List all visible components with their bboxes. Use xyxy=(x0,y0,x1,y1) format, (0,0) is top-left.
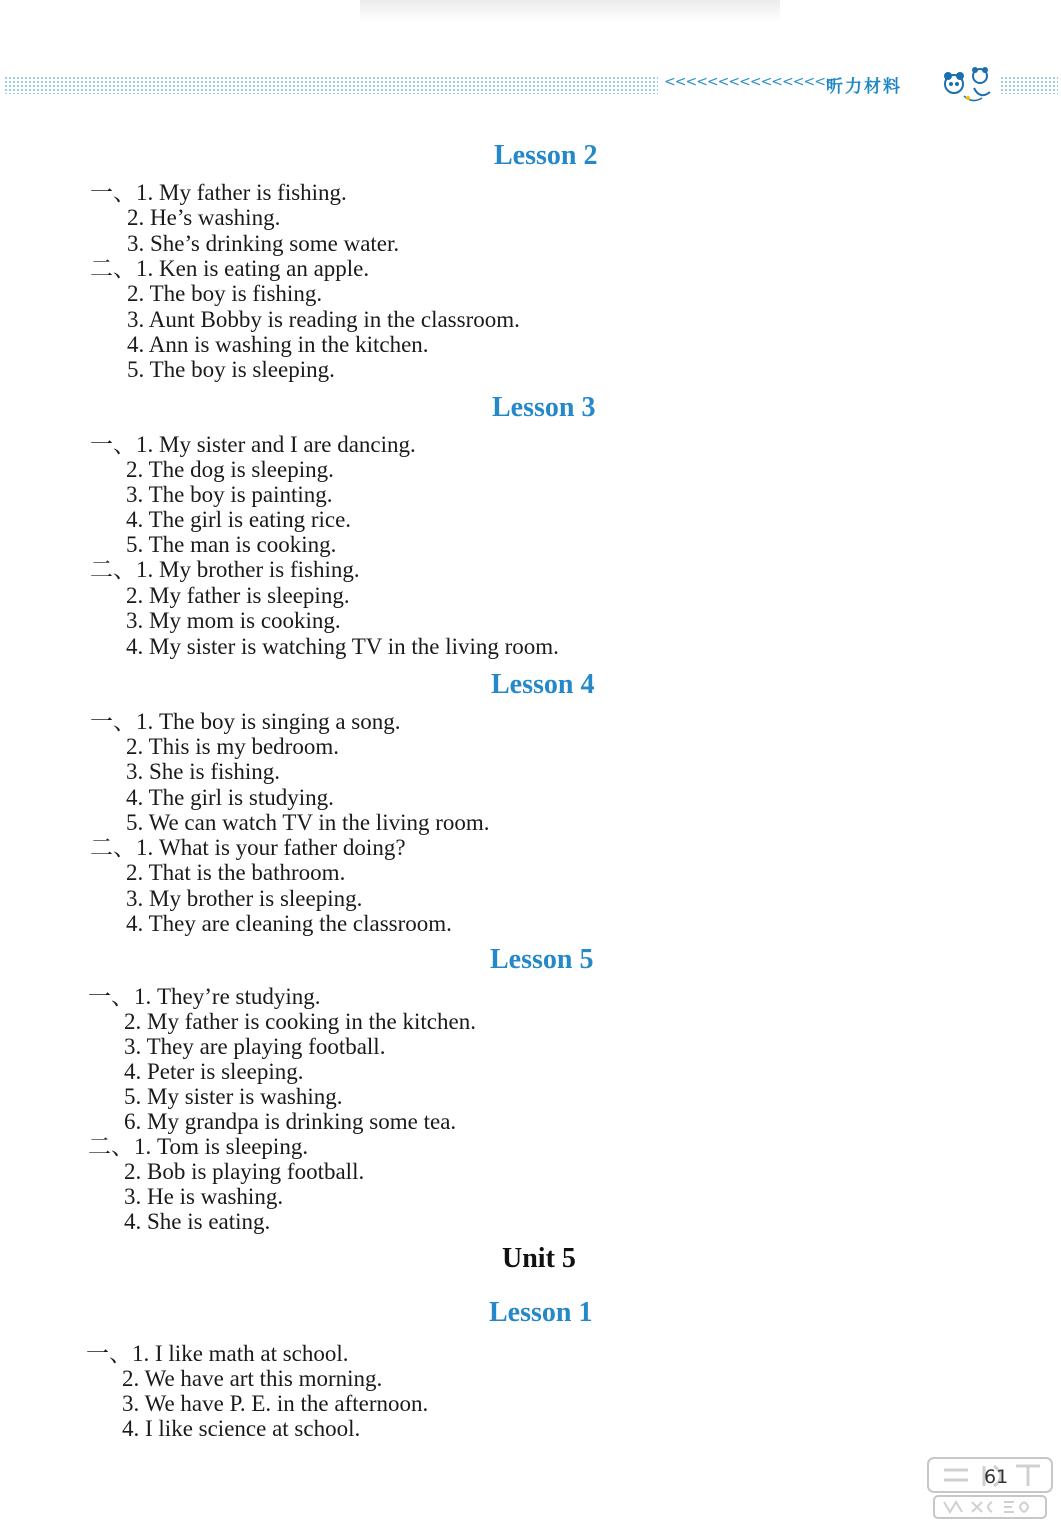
exercise-line: 3. We have P. E. in the afternoon. xyxy=(122,1391,429,1416)
exercise-line: 一、1. My father is fishing. xyxy=(90,180,347,205)
unit-title: Unit 5 xyxy=(502,1243,576,1274)
exercise-line: 2. Bob is playing football. xyxy=(124,1159,365,1184)
exercise-line: 一、1. They’re studying. xyxy=(88,984,321,1009)
exercise-line: 4. The girl is studying. xyxy=(126,785,334,810)
header-label: 听力材料 xyxy=(826,77,902,97)
exercise-line: 5. My sister is washing. xyxy=(124,1084,343,1109)
exercise-line: 4. The girl is eating rice. xyxy=(126,507,352,532)
exercise-line: 2. My father is cooking in the kitchen. xyxy=(124,1009,476,1034)
exercise-line: 3. My brother is sleeping. xyxy=(126,886,363,911)
exercise-line: 4. They are cleaning the classroom. xyxy=(126,911,452,936)
exercise-line: 一、1. I like math at school. xyxy=(86,1341,349,1366)
exercise-line: 2. He’s washing. xyxy=(127,205,281,230)
exercise-line: 二、1. Ken is eating an apple. xyxy=(90,256,370,281)
lesson-title: Lesson 2 xyxy=(494,140,598,171)
exercise-line: 2. The dog is sleeping. xyxy=(126,457,334,482)
exercise-line: 二、1. My brother is fishing. xyxy=(90,557,360,582)
exercise-line: 3. She’s drinking some water. xyxy=(127,231,400,256)
lesson-title: Lesson 3 xyxy=(492,392,596,423)
exercise-line: 5. We can watch TV in the living room. xyxy=(126,810,490,835)
exercise-line: 3. The boy is painting. xyxy=(126,482,333,507)
scan-smudge xyxy=(360,0,780,22)
lesson-title: Lesson 1 xyxy=(489,1297,593,1328)
exercise-line: 2. The boy is fishing. xyxy=(127,281,323,306)
exercise-line: 3. They are playing football. xyxy=(124,1034,386,1059)
header-dot-pattern xyxy=(4,76,658,94)
exercise-line: 2. This is my bedroom. xyxy=(126,734,339,759)
header-dot-pattern-right xyxy=(1000,76,1058,94)
exercise-line: 3. My mom is cooking. xyxy=(126,608,341,633)
page-number: 61 xyxy=(984,1466,1009,1488)
exercise-line: 二、1. Tom is sleeping. xyxy=(88,1134,309,1159)
exercise-line: 4. My sister is watching TV in the living room. xyxy=(126,634,559,659)
exercise-line: 5. The man is cooking. xyxy=(126,532,337,557)
panda-mascot-icon xyxy=(934,62,998,106)
exercise-line: 4. She is eating. xyxy=(124,1209,271,1234)
header-chevrons: <<<<<<<<<<<<<<<< xyxy=(664,74,836,90)
exercise-line: 3. Aunt Bobby is reading in the classroom. xyxy=(127,307,520,332)
exercise-line: 2. My father is sleeping. xyxy=(126,583,350,608)
exercise-line: 2. That is the bathroom. xyxy=(126,860,346,885)
exercise-line: 3. She is fishing. xyxy=(126,759,280,784)
exercise-line: 6. My grandpa is drinking some tea. xyxy=(124,1109,457,1134)
lesson-title: Lesson 5 xyxy=(490,944,594,975)
exercise-line: 一、1. The boy is singing a song. xyxy=(90,709,401,734)
exercise-line: 二、1. What is your father doing? xyxy=(90,835,406,860)
exercise-line: 4. Peter is sleeping. xyxy=(124,1059,304,1084)
exercise-line: 一、1. My sister and I are dancing. xyxy=(90,432,416,457)
header-band xyxy=(0,72,1061,98)
exercise-line: 3. He is washing. xyxy=(124,1184,284,1209)
exercise-line: 4. I like science at school. xyxy=(122,1416,361,1441)
exercise-line: 5. The boy is sleeping. xyxy=(127,357,335,382)
exercise-line: 4. Ann is washing in the kitchen. xyxy=(127,332,429,357)
lesson-title: Lesson 4 xyxy=(491,669,595,700)
exercise-line: 2. We have art this morning. xyxy=(122,1366,383,1391)
